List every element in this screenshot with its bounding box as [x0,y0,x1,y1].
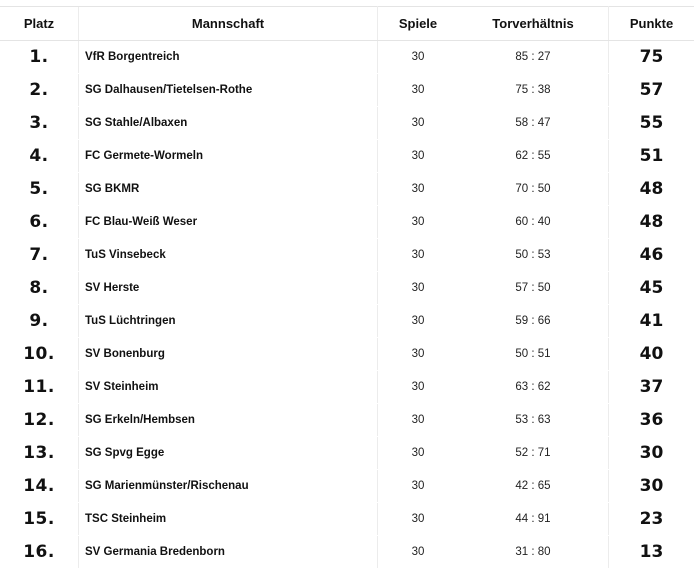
points-cell: 37 [609,371,695,404]
rank-cell: 15. [0,503,79,536]
goal-ratio-cell: 58 : 47 [458,107,609,140]
rank-cell: 3. [0,107,79,140]
rank-cell: 13. [0,437,79,470]
rank-cell: 9. [0,305,79,338]
header-row [0,7,694,41]
team-name-cell: SV Herste [79,272,378,305]
games-played-cell: 30 [378,272,459,305]
points-cell: 48 [609,206,695,239]
table-row [0,206,694,239]
rank-cell: 2. [0,74,79,107]
games-played-cell: 30 [378,470,459,503]
rank-cell: 12. [0,404,79,437]
rank-cell: 1. [0,41,79,74]
games-played-cell: 30 [378,107,459,140]
rank-cell: 16. [0,536,79,569]
rank-cell: 10. [0,338,79,371]
points-cell: 36 [609,404,695,437]
points-cell: 57 [609,74,695,107]
rank-cell: 5. [0,173,79,206]
header-torverhaeltnis: Torverhältnis [458,7,609,41]
games-played-cell: 30 [378,41,459,74]
rank-cell: 6. [0,206,79,239]
points-cell: 55 [609,107,695,140]
team-name-cell: SG Stahle/Albaxen [79,107,378,140]
goal-ratio-cell: 42 : 65 [458,470,609,503]
table-row [0,305,694,338]
table-row [0,404,694,437]
goal-ratio-cell: 60 : 40 [458,206,609,239]
points-cell: 30 [609,470,695,503]
rank-cell: 8. [0,272,79,305]
goal-ratio-cell: 57 : 50 [458,272,609,305]
goal-ratio-cell: 50 : 51 [458,338,609,371]
games-played-cell: 30 [378,305,459,338]
points-cell: 23 [609,503,695,536]
games-played-cell: 30 [378,140,459,173]
games-played-cell: 30 [378,239,459,272]
games-played-cell: 30 [378,371,459,404]
team-name-cell: SV Steinheim [79,371,378,404]
table-row [0,272,694,305]
team-name-cell: SG BKMR [79,173,378,206]
games-played-cell: 30 [378,338,459,371]
rank-cell: 11. [0,371,79,404]
team-name-cell: SG Erkeln/Hembsen [79,404,378,437]
team-name-cell: VfR Borgentreich [79,41,378,74]
team-name-cell: TuS Lüchtringen [79,305,378,338]
team-name-cell: TSC Steinheim [79,503,378,536]
table-row [0,338,694,371]
goal-ratio-cell: 75 : 38 [458,74,609,107]
points-cell: 41 [609,305,695,338]
table-row [0,140,694,173]
team-name-cell: FC Blau-Weiß Weser [79,206,378,239]
goal-ratio-cell: 62 : 55 [458,140,609,173]
header-mannschaft: Mannschaft [79,7,378,41]
table-body [0,41,694,569]
table-row [0,503,694,536]
games-played-cell: 30 [378,437,459,470]
table-row [0,371,694,404]
goal-ratio-cell: 85 : 27 [458,41,609,74]
goal-ratio-cell: 52 : 71 [458,437,609,470]
table-row [0,437,694,470]
table-row [0,470,694,503]
team-name-cell: SG Marienmünster/Rischenau [79,470,378,503]
goal-ratio-cell: 31 : 80 [458,536,609,569]
standings-table [0,6,694,569]
team-name-cell: SV Germania Bredenborn [79,536,378,569]
table-row [0,536,694,569]
rank-cell: 7. [0,239,79,272]
header-spiele: Spiele [378,7,459,41]
table-row [0,107,694,140]
goal-ratio-cell: 59 : 66 [458,305,609,338]
table-row [0,41,694,74]
points-cell: 30 [609,437,695,470]
goal-ratio-cell: 63 : 62 [458,371,609,404]
team-name-cell: FC Germete-Wormeln [79,140,378,173]
points-cell: 13 [609,536,695,569]
points-cell: 46 [609,239,695,272]
points-cell: 45 [609,272,695,305]
table-header [0,7,694,41]
games-played-cell: 30 [378,503,459,536]
header-platz: Platz [0,7,79,41]
table-row [0,74,694,107]
games-played-cell: 30 [378,173,459,206]
table-row [0,239,694,272]
goal-ratio-cell: 70 : 50 [458,173,609,206]
games-played-cell: 30 [378,536,459,569]
goal-ratio-cell: 50 : 53 [458,239,609,272]
team-name-cell: TuS Vinsebeck [79,239,378,272]
games-played-cell: 30 [378,206,459,239]
team-name-cell: SG Spvg Egge [79,437,378,470]
rank-cell: 4. [0,140,79,173]
goal-ratio-cell: 53 : 63 [458,404,609,437]
table-row [0,173,694,206]
team-name-cell: SG Dalhausen/Tietelsen-Rothe [79,74,378,107]
games-played-cell: 30 [378,404,459,437]
header-punkte: Punkte [609,7,695,41]
goal-ratio-cell: 44 : 91 [458,503,609,536]
points-cell: 75 [609,41,695,74]
games-played-cell: 30 [378,74,459,107]
team-name-cell: SV Bonenburg [79,338,378,371]
points-cell: 48 [609,173,695,206]
points-cell: 40 [609,338,695,371]
rank-cell: 14. [0,470,79,503]
points-cell: 51 [609,140,695,173]
